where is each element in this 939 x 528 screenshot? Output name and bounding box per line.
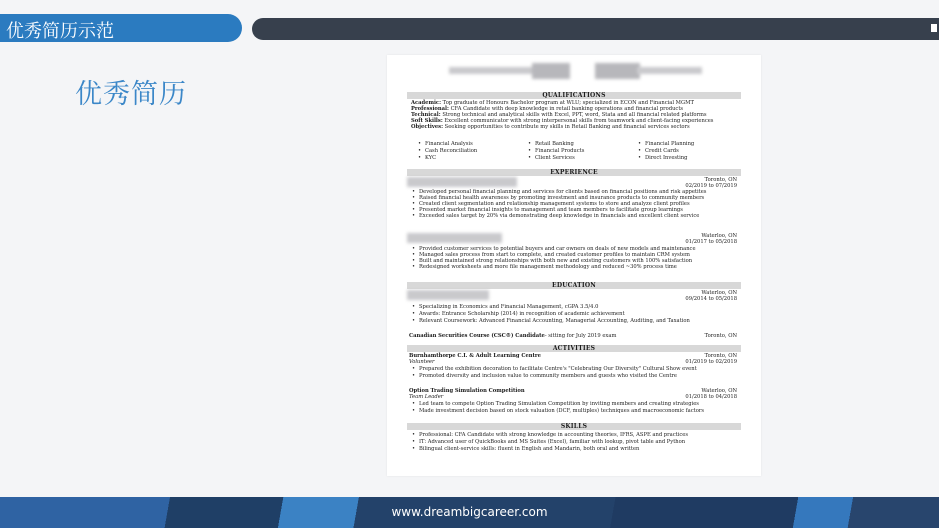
section-label: 优秀简历示范 bbox=[6, 21, 114, 42]
redacted-employer bbox=[407, 177, 517, 187]
qualifications-heading: QUALIFICATIONS bbox=[407, 92, 741, 99]
skill-item: • KYC bbox=[425, 155, 436, 161]
edu-dates: 09/2014 to 05/2018 bbox=[685, 296, 737, 302]
section-banner bbox=[0, 14, 242, 42]
edu-location: Waterloo, ON bbox=[701, 290, 737, 296]
redacted-name bbox=[449, 67, 539, 74]
job-bullet: • Provided customer services to potential buyers and car owners on deals of new models and maintenance bbox=[419, 246, 696, 252]
job-location: Waterloo, ON bbox=[701, 233, 737, 239]
skills-bullet: • IT: Advanced user of QuickBooks and MS Suites (Excel), familiar with lookup, pivot table and Python bbox=[419, 439, 685, 445]
job-location: Toronto, ON bbox=[704, 177, 737, 183]
job-bullet: • Managed sales process from start to complete, and created customer profiles to maintain CRM system bbox=[419, 252, 690, 258]
job-bullet: • Presented market financial insights to management and team members to facilitate group learnings bbox=[419, 207, 683, 213]
job-bullet: • Developed personal financial planning and services for clients based on financial positions and risk appetites bbox=[419, 189, 706, 195]
redacted-school bbox=[407, 290, 489, 300]
qual-line: Soft Skills: Excellent communicator with strong interpersonal skills from teamwork and client-facing experiences bbox=[411, 118, 714, 124]
skill-item: • Client Services bbox=[535, 155, 575, 161]
skills-bullet: • Bilingual client-service skills: fluent in English and Mandarin, both oral and written bbox=[419, 446, 639, 452]
qual-line: Technical: Strong technical and analytical skills with Excel, PPT, word, Stata and all financial related platforms bbox=[411, 112, 707, 118]
slide-title: 优秀简历 bbox=[75, 79, 187, 110]
activity-location: Waterloo, ON bbox=[701, 388, 737, 394]
skills-heading: SKILLS bbox=[407, 423, 741, 430]
skill-item: • Credit Cards bbox=[645, 148, 679, 154]
redacted-employer bbox=[407, 233, 502, 243]
csc-location: Toronto, ON bbox=[704, 333, 737, 339]
redacted-name bbox=[532, 63, 570, 79]
redacted-contact bbox=[637, 67, 702, 74]
skill-item: • Financial Products bbox=[535, 148, 584, 154]
skill-item: • Financial Analysis bbox=[425, 141, 473, 147]
qual-line: Professional: CFA Candidate with deep knowledge in retail banking operations and financial products bbox=[411, 106, 684, 112]
bar-end-mark bbox=[931, 24, 937, 32]
activity-dates: 01/2019 to 02/2019 bbox=[685, 359, 737, 365]
experience-heading: EXPERIENCE bbox=[407, 169, 741, 176]
activity-bullet: • Led team to compete Option Trading Simulation Competition by inviting members and creating strategies bbox=[419, 401, 699, 407]
csc-line: Canadian Securities Course (CSC®) Candidate- sitting for July 2019 exam bbox=[409, 333, 617, 339]
job-bullet: • Created client segmentation and relationship management systems to store and analyze client profiles bbox=[419, 201, 690, 207]
resume-document bbox=[387, 55, 761, 476]
edu-bullet: • Specializing in Economics and Financial Management, cGPA 3.5/4.0 bbox=[419, 304, 598, 310]
edu-bullet: • Awards: Entrance Scholarship (2014) in recognition of academic achievement bbox=[419, 311, 625, 317]
job-bullet: • Exceeded sales target by 20% via demonstrating deep knowledge in financials and excellent client service bbox=[419, 213, 699, 219]
footer-url: www.dreambigcareer.com bbox=[391, 505, 548, 519]
activity-location: Toronto, ON bbox=[704, 353, 737, 359]
activity-role: Team Leader bbox=[409, 394, 444, 400]
activity-title: Burnhamthorpe C.I. & Adult Learning Centre bbox=[409, 353, 541, 359]
job-bullet: • Redesigned worksheets and more file management methodology and reduced ~30% process time bbox=[419, 264, 677, 270]
skill-item: • Retail Banking bbox=[535, 141, 574, 147]
qual-line: Objectives: Seeking opportunities to contribute my skills in Retail Banking and financial services sectors bbox=[411, 124, 690, 130]
skills-bullet: • Professional: CFA Candidate with strong knowledge in accounting theories, IFRS, ASPE and practices bbox=[419, 432, 688, 438]
activities-heading: ACTIVITIES bbox=[407, 345, 741, 352]
activity-title: Option Trading Simulation Competition bbox=[409, 388, 525, 394]
top-dark-bar bbox=[252, 18, 939, 40]
activity-dates: 01/2018 to 04/2018 bbox=[685, 394, 737, 400]
edu-bullet: • Relevant Coursework: Advanced Financial Accounting, Managerial Accounting, Auditing, and Taxation bbox=[419, 318, 690, 324]
activity-bullet: • Made investment decision based on stock valuation (DCF, multiples) techniques and macroeconomic factors bbox=[419, 408, 704, 414]
qual-line: Academic: Top graduate of Honours Bachelor program at WLU; specialized in ECON and Financial MGMT bbox=[411, 100, 694, 106]
job-dates: 01/2017 to 05/2018 bbox=[685, 239, 737, 245]
job-dates: 02/2019 to 07/2019 bbox=[685, 183, 737, 189]
job-bullet: • Raised financial health awareness by promoting investment and insurance products to community members bbox=[419, 195, 704, 201]
activity-bullet: • Promoted diversity and inclusion value to community members and guests who visited the Centre bbox=[419, 373, 677, 379]
redacted-name bbox=[595, 63, 640, 79]
education-heading: EDUCATION bbox=[407, 282, 741, 289]
job-bullet: • Built and maintained strong relationships with both new and existing customers with 100% satisfaction bbox=[419, 258, 692, 264]
activity-bullet: • Prepared the exhibition decoration to facilitate Centre's "Celebrating Our Diversity" Cultural Show event bbox=[419, 366, 697, 372]
skill-item: • Direct Investing bbox=[645, 155, 687, 161]
activity-role: Volunteer bbox=[409, 359, 435, 365]
skill-item: • Financial Planning bbox=[645, 141, 694, 147]
skill-item: • Cash Reconciliation bbox=[425, 148, 477, 154]
